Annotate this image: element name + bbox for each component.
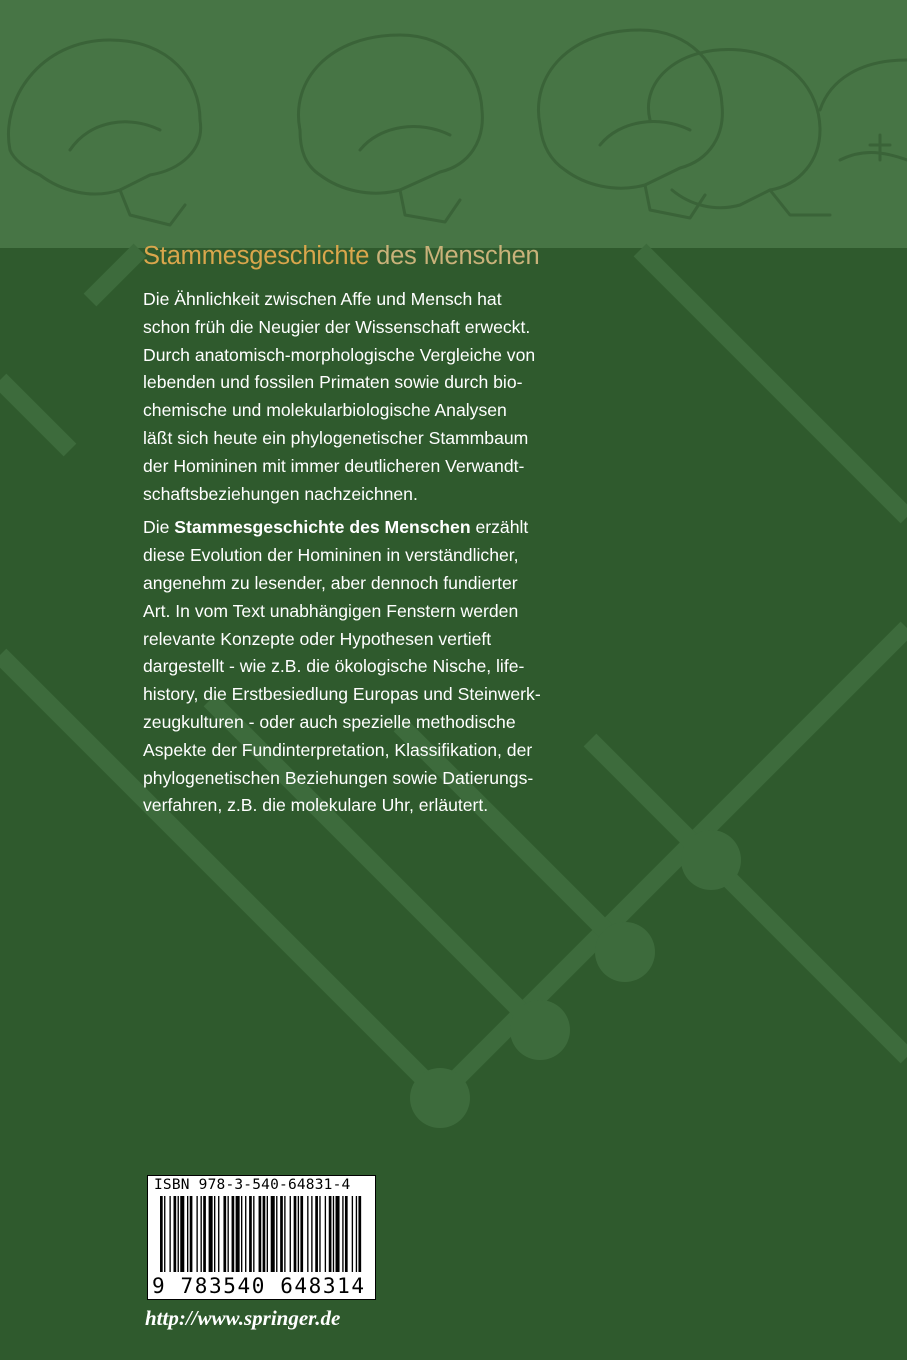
barcode-bar <box>307 1196 308 1272</box>
barcode-bar <box>336 1196 340 1272</box>
barcode-bar <box>259 1196 262 1272</box>
paragraph-line: verfahren, z.B. die molekulare Uhr, erläutert. <box>143 795 489 816</box>
paragraph-line: Art. In vom Text unabhängigen Fenstern werden <box>143 600 519 621</box>
book-title-inline: Stammesgeschichte des Menschen <box>174 517 471 538</box>
paragraph-line: angenehm zu lesender, aber dennoch fundierter <box>143 572 518 593</box>
barcode-bar <box>300 1196 303 1272</box>
barcode-bar <box>298 1196 299 1272</box>
barcode-bar <box>333 1196 334 1272</box>
barcode-bar <box>236 1196 240 1272</box>
barcode-bar <box>201 1196 202 1272</box>
paragraph-line: dargestellt - wie z.B. die ökologische Nische, life- <box>143 656 525 677</box>
barcode-bar <box>241 1196 242 1272</box>
barcode-bar <box>203 1196 206 1272</box>
barcode-bar <box>280 1196 283 1272</box>
barcode-bar <box>218 1196 219 1272</box>
barcode-bar <box>311 1196 312 1272</box>
barcode-bar <box>187 1196 188 1272</box>
isbn-barcode <box>147 1175 376 1300</box>
paragraph-intro-word: Die <box>143 517 170 538</box>
isbn-label: ISBN 978-3-540-64831-4 <box>154 1177 351 1193</box>
heading-accent: Stammesgeschichte <box>143 242 370 270</box>
barcode-bar <box>315 1196 318 1272</box>
barcode-bar <box>267 1196 268 1272</box>
barcode-bar <box>290 1196 291 1272</box>
barcode-bar <box>160 1196 163 1272</box>
barcode-bar <box>190 1196 193 1272</box>
paragraph-line: chemische und molekularbiologische Analysen <box>143 400 507 421</box>
barcode-bar <box>249 1196 252 1272</box>
barcode-bar <box>214 1196 215 1272</box>
barcode-bar <box>196 1196 197 1272</box>
barcode-digits: 9 783540 648314 <box>152 1274 366 1298</box>
heading-rest: des Menschen <box>376 242 540 270</box>
barcode-bar <box>169 1196 170 1272</box>
barcode-bar <box>232 1196 235 1272</box>
paragraph-line: relevante Konzepte oder Hypothesen vertieft <box>143 628 492 649</box>
barcode-bar <box>209 1196 213 1272</box>
barcode-bar <box>174 1196 177 1272</box>
barcode-bar <box>228 1196 229 1272</box>
barcode-bars <box>160 1196 361 1272</box>
barcode-bar <box>180 1196 184 1272</box>
paragraph-line: phylogenetischen Beziehungen sowie Datierungs- <box>143 767 534 788</box>
paragraph-line: diese Evolution der Homininen in verständlicher, <box>143 545 519 566</box>
description-block <box>143 238 583 820</box>
barcode-graphic <box>148 1176 375 1299</box>
paragraph-line: zeugkulturen - oder auch spezielle methodische <box>143 711 516 732</box>
paragraph-line: lebenden und fossilen Primaten sowie durch bio- <box>143 372 523 393</box>
barcode-bar <box>294 1196 297 1272</box>
barcode-bar <box>263 1196 266 1272</box>
barcode-bar <box>284 1196 285 1272</box>
paragraph-line: der Homininen mit immer deutlicheren Verwandt- <box>143 455 525 476</box>
detail-paragraph <box>143 514 583 820</box>
barcode-bar <box>325 1196 326 1272</box>
barcode-bar <box>271 1196 275 1272</box>
barcode-bar <box>345 1196 348 1272</box>
barcode-bar <box>276 1196 277 1272</box>
paragraph-line: schaftsbeziehungen nachzeichnen. <box>143 483 418 504</box>
publisher-url: http://www.springer.de <box>145 1306 341 1330</box>
barcode-bar <box>178 1196 179 1272</box>
barcode-bar <box>245 1196 246 1272</box>
skull-sketch-icon <box>8 30 907 225</box>
paragraph-first-line <box>143 514 583 542</box>
paragraph-line: läßt sich heute ein phylogenetischer Stammbaum <box>143 427 529 448</box>
paragraph-line: Aspekte der Fundinterpretation, Klassifikation, der <box>143 739 533 760</box>
barcode-bar <box>319 1196 320 1272</box>
paragraph-line: Durch anatomisch-morphologische Vergleiche von <box>143 344 536 365</box>
paragraph-line: Die Ähnlichkeit zwischen Affe und Mensch hat <box>143 289 502 309</box>
barcode-bar <box>358 1196 361 1272</box>
barcode-bar <box>329 1196 332 1272</box>
paragraph-line: schon früh die Neugier der Wissenschaft erweckt. <box>143 316 531 337</box>
barcode-bar <box>223 1196 226 1272</box>
paragraph-first-line-rest: erzählt <box>475 517 529 538</box>
paragraph-line: history, die Erstbesiedlung Europas und Steinwerk- <box>143 684 541 705</box>
barcode-bar <box>352 1196 353 1272</box>
barcode-bar <box>356 1196 357 1272</box>
book-title-heading <box>143 238 583 274</box>
barcode-bar <box>342 1196 343 1272</box>
tree-nodes <box>410 830 741 1128</box>
intro-paragraph <box>143 286 583 508</box>
barcode-bar <box>164 1196 165 1272</box>
barcode-bar <box>253 1196 254 1272</box>
